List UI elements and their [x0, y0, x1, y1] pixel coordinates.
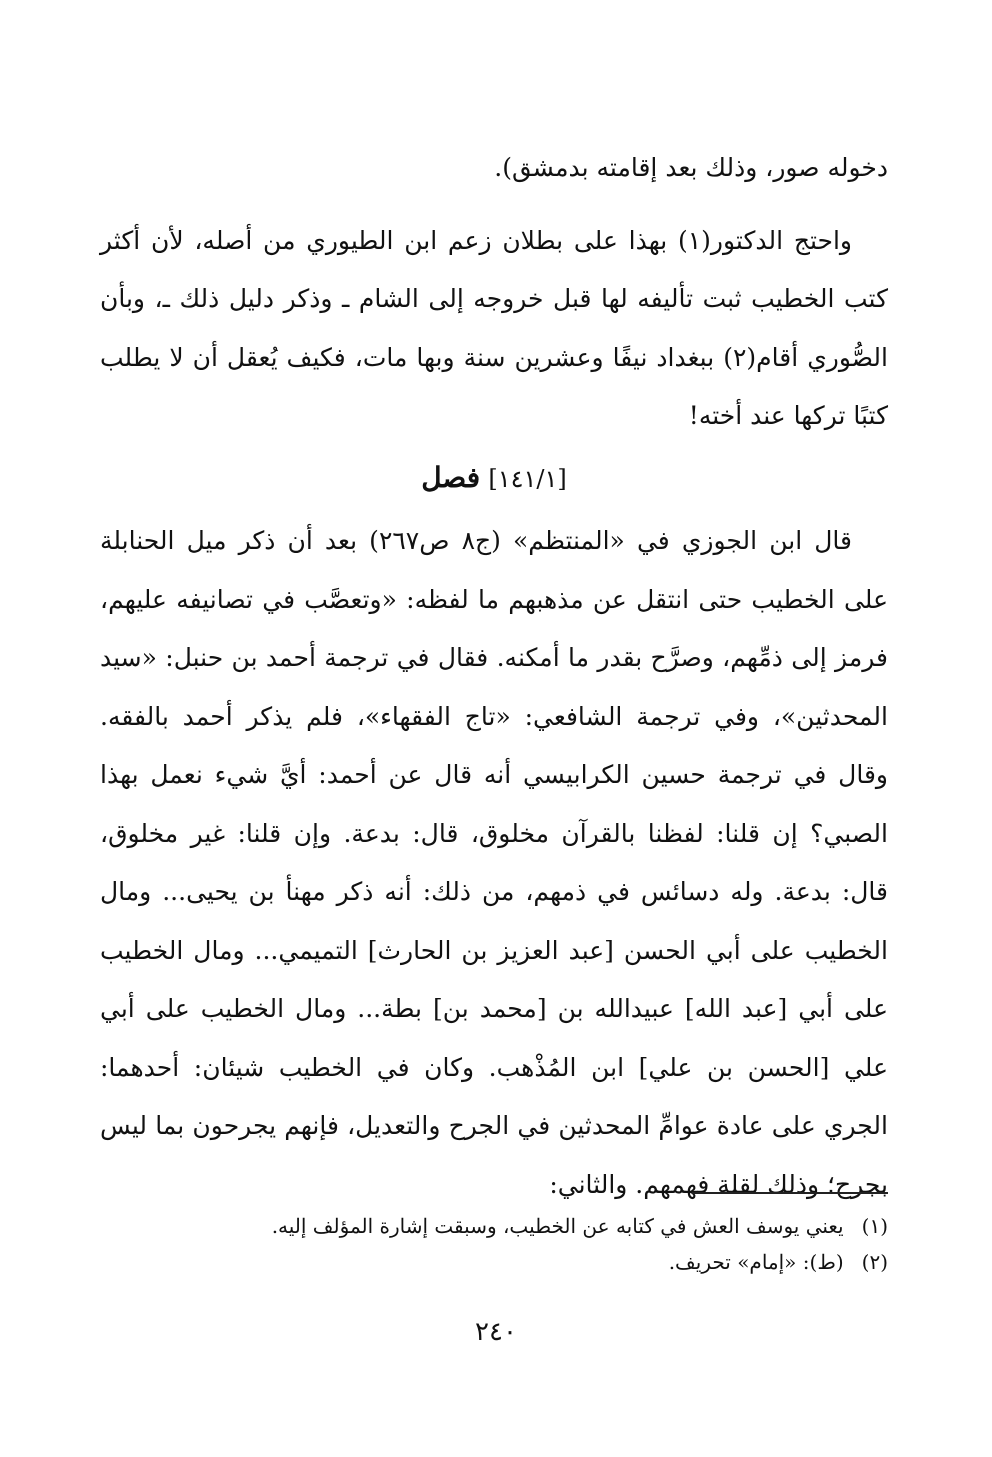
footnote-text: (ط): «إمام» تحريف. — [668, 1250, 844, 1274]
footnote-2 — [100, 1244, 888, 1280]
footnotes — [100, 1208, 888, 1280]
footnote-number: (١) — [861, 1214, 888, 1238]
main-paragraph: قال ابن الجوزي في «المنتظم» (ج٨ ص٢٦٧) بعد أن ذكر ميل الحنابلة على الخطيب حتى انتقل عن مذهبهم ما لفظه: «وتعصَّب في تصانيفه عليهم، فرمز إلى ذمِّهم، وصرَّح بقدر ما أمكنه. فقال في ترجمة أحمد بن حنبل: «سيد المحدثين»، وفي ترجمة الشافعي: «تاج الفقهاء»، فلم يذكر أحمد بالفقه. وقال في ترجمة حسين الكرابيسي أنه قال عن أحمد: أيَّ شيء نعمل بهذا الصبي؟ إن قلنا: لفظنا بالقرآن مخلوق، قال: بدعة. وإن قلنا: غير مخلوق، قال: بدعة. وله دسائس في ذمهم، من ذلك: أنه ذكر مهنأ بن يحيى... ومال الخطيب على أبي الحسن [عبد العزيز بن الحارث] التميمي... ومال الخطيب على أبي [عبد الله] عبيدالله بن [محمد بن] بطة... ومال الخطيب على أبي علي [الحسن بن علي] ابن المُذْهب. وكان في الخطيب شيئان: أحدهما: الجري على عادة عوامِّ المحدثين في الجرح والتعديل، فإنهم يجرحون بما ليس بجرح؛ وذلك لقلة فهمهم. والثاني: — [100, 526, 888, 1199]
section-reference: [١٤١/١] — [488, 465, 567, 493]
footnote-number: (٢) — [861, 1250, 888, 1274]
main-text — [100, 512, 888, 1214]
intro-paragraph-1: دخوله صور، وذلك بعد إقامته بدمشق). — [494, 153, 888, 182]
section-heading — [100, 458, 888, 499]
footnote-1 — [100, 1208, 888, 1244]
intro-text — [100, 139, 888, 446]
footnote-divider — [692, 1192, 888, 1194]
footnote-text: يعني يوسف العش في كتابه عن الخطيب، وسبقت إشارة المؤلف إليه. — [271, 1214, 844, 1238]
section-title: فصل — [421, 461, 481, 494]
page-number: ٢٤٠ — [475, 1317, 517, 1347]
intro-paragraph-2: واحتج الدكتور(١) بهذا على بطلان زعم ابن الطيوري من أصله، لأن أكثر كتب الخطيب ثبت تأليفه لها قبل خروجه إلى الشام ـ وذكر دليل ذلك ـ، وبأن الصُّوري أقام(٢) ببغداد نيفًا وعشرين سنة وبها مات، فكيف يُعقل أن لا يطلب كتبًا تركها عند أخته! — [100, 225, 888, 430]
